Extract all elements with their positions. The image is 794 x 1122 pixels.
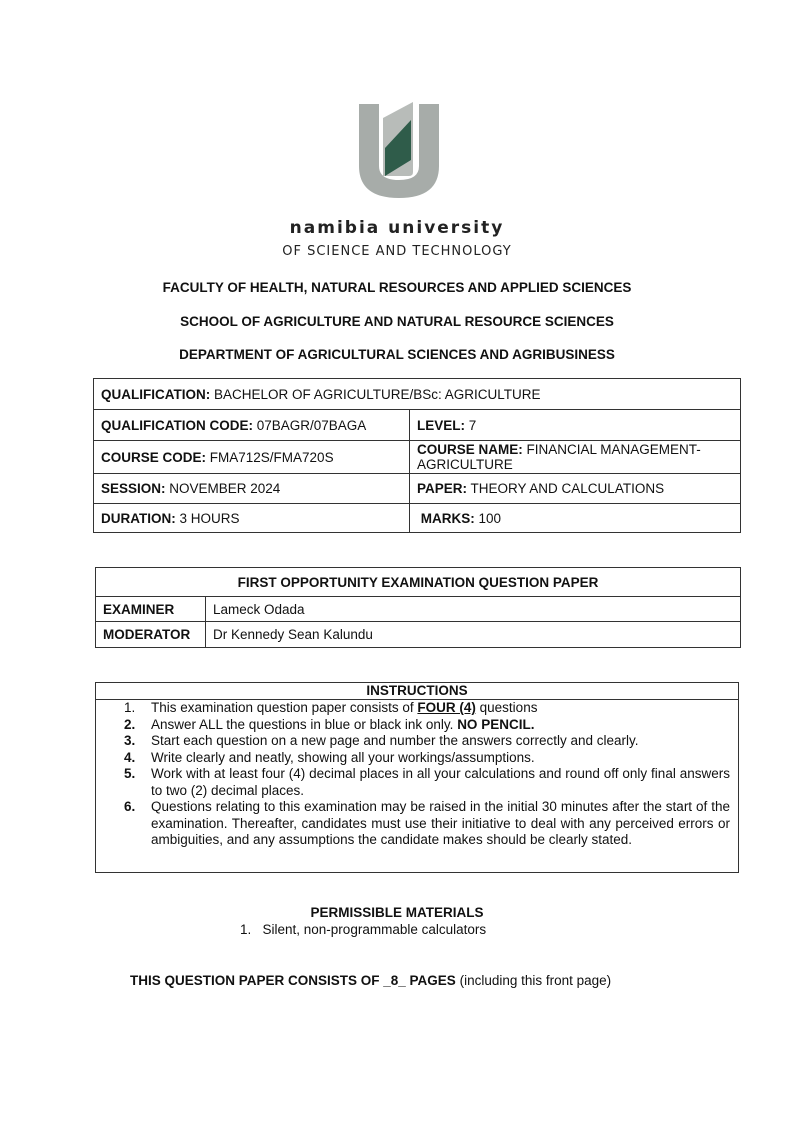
- examiners-table: [95, 567, 741, 648]
- university-subtitle: OF SCIENCE AND TECHNOLOGY: [282, 244, 512, 259]
- qualification-cell: QUALIFICATION: BACHELOR OF AGRICULTURE/BSc: AGRICULTURE: [94, 379, 741, 410]
- instruction-item: [96, 733, 738, 750]
- instruction-item: [96, 766, 738, 799]
- instruction-emphasis: FOUR (4): [417, 700, 476, 715]
- instruction-number: 2.: [124, 716, 136, 732]
- school-heading: SCHOOL OF AGRICULTURE AND NATURAL RESOURCE SCIENCES: [180, 314, 614, 329]
- duration-cell: DURATION: 3 HOURS: [94, 504, 410, 533]
- instruction-text: Work with at least four (4) decimal places in all your calculations and round off only final answers to two (2) decimal places.: [151, 766, 730, 798]
- faculty-heading: FACULTY OF HEALTH, NATURAL RESOURCES AND APPLIED SCIENCES: [162, 280, 632, 295]
- materials-item: 1. Silent, non-programmable calculators: [240, 922, 487, 937]
- course-details-table: [93, 378, 741, 533]
- moderator-name: Dr Kennedy Sean Kalundu: [206, 622, 741, 648]
- instructions-title: INSTRUCTIONS: [96, 683, 738, 700]
- course-name-cell: COURSE NAME: FINANCIAL MANAGEMENT-AGRICULTURE: [410, 441, 741, 474]
- instruction-number: 5.: [124, 766, 136, 781]
- university-logo: [355, 100, 443, 207]
- session-cell: SESSION: NOVEMBER 2024: [94, 474, 410, 504]
- instruction-text: This examination question paper consists of: [151, 700, 418, 715]
- paper-cell: PAPER: THEORY AND CALCULATIONS: [410, 474, 741, 504]
- instruction-number: 4.: [124, 749, 136, 765]
- instruction-text: Questions relating to this examination may be raised in the initial 30 minutes after the start of the examination. Thereafter, candidates must use their initiative to deal with any perceived errors or ambiguities, and any assumptions the candidate makes should be clearly stated.: [151, 799, 730, 847]
- instruction-item: [96, 799, 738, 849]
- level-cell: LEVEL: 7: [410, 410, 741, 441]
- examiner-name: Lameck Odada: [206, 597, 741, 622]
- instruction-number: 1.: [124, 700, 136, 715]
- materials-title: PERMISSIBLE MATERIALS: [310, 905, 484, 920]
- exam-title: FIRST OPPORTUNITY EXAMINATION QUESTION PAPER: [96, 568, 741, 597]
- instruction-item: [96, 750, 738, 767]
- instructions-box: [95, 682, 739, 873]
- instruction-number: 3.: [124, 733, 136, 748]
- instruction-text: Start each question on a new page and number the answers correctly and clearly.: [151, 733, 639, 748]
- course-code-cell: COURSE CODE: FMA712S/FMA720S: [94, 441, 410, 474]
- university-name: namibia university: [289, 218, 505, 238]
- instruction-item: [96, 700, 738, 717]
- instruction-text-end: questions: [475, 700, 538, 715]
- instruction-number: 6.: [124, 799, 136, 814]
- instruction-item: [96, 717, 738, 734]
- moderator-label: MODERATOR: [96, 622, 206, 648]
- qualification-code-cell: QUALIFICATION CODE: 07BAGR/07BAGA: [94, 410, 410, 441]
- department-heading: DEPARTMENT OF AGRICULTURAL SCIENCES AND AGRIBUSINESS: [179, 347, 615, 362]
- instruction-text: Write clearly and neatly, showing all your workings/assumptions.: [151, 749, 535, 765]
- marks-cell: MARKS: 100: [410, 504, 741, 533]
- instruction-emphasis: NO PENCIL.: [457, 716, 535, 732]
- examiner-label: EXAMINER: [96, 597, 206, 622]
- instruction-text: Answer ALL the questions in blue or black ink only.: [151, 716, 458, 732]
- page-count-note: THIS QUESTION PAPER CONSISTS OF _8_ PAGES (including this front page): [130, 973, 612, 988]
